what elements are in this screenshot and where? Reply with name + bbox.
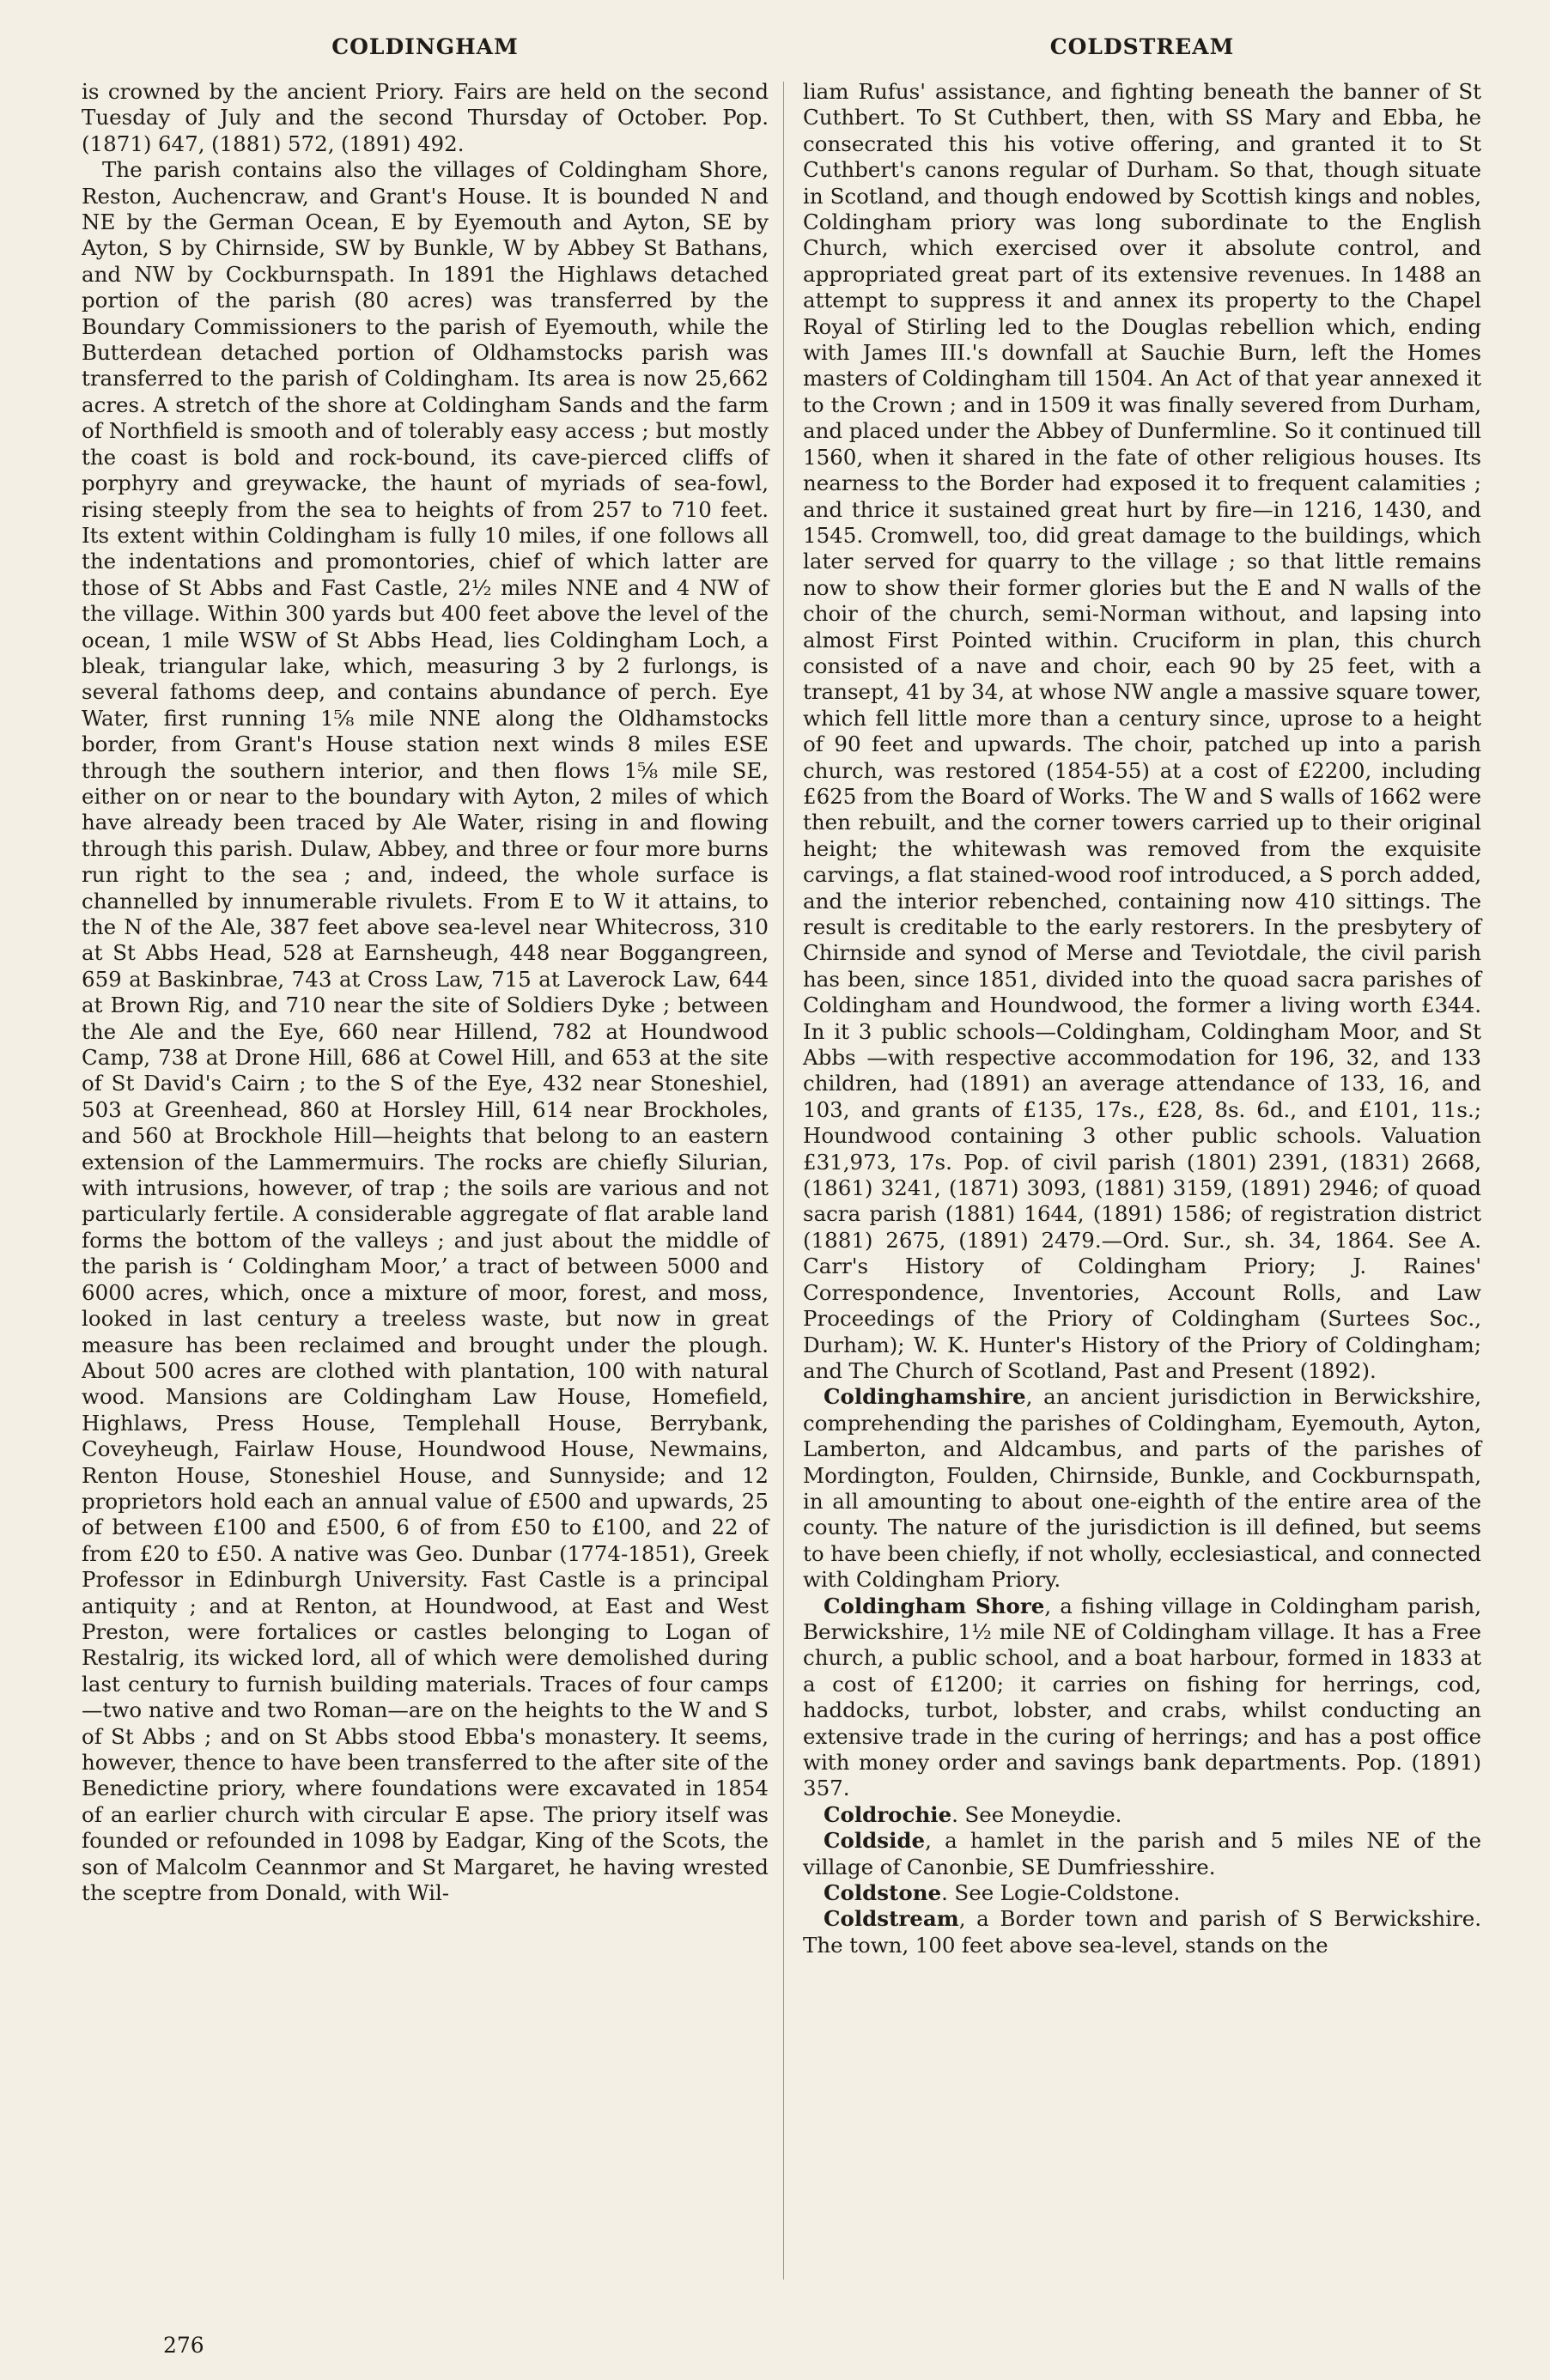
headword: Coldstream [824, 1906, 959, 1932]
paragraph: liam Rufus' assistance, and fighting beneath the banner of St Cuthbert. To St Cuthbert, then, with SS Mary and Ebba, he consecrated this his votive offering, and granted it to St Cuthbert's canons regular of Durham. So that, though situate in Scotland, and though endowed by Scottish kings and nobles, Coldingham priory was long subordinate to the English Church, which exercised over it absolute control, and appropriated great part of its extensive revenues. In 1488 an attempt to suppress it and annex its property to the Chapel Royal of Stirling led to the Douglas rebellion which, ending with James III.'s downfall at Sauchie Burn, left the Homes masters of Coldingham till 1504. An Act of that year annexed it to the Crown ; and in 1509 it was finally severed from Durham, and placed under the Abbey of Dunfermline. So it continued till 1560, when it shared in the fate of other religious houses. Its nearness to the Border had exposed it to frequent calamities ; and thrice it sustained great hurt by fire—in 1216, 1430, and 1545. Cromwell, too, did great damage to the buildings, which later served for quarry to the village ; so that little remains now to show their former glories but the E and N walls of the choir of the church, semi-Norman without, and lapsing into almost First Pointed within. Cruciform in plan, this church consisted of a nave and choir, each 90 by 25 feet, with a transept, 41 by 34, at whose NW angle a massive square tower, which fell little more than a century since, uprose to a height of 90 feet and upwards. The choir, patched up into a parish church, was restored (1854-55) at a cost of £2200, including £625 from the Board of Works. The W and S walls of 1662 were then rebuilt, and the corner towers carried up to their original height; the whitewash was removed from the exquisite carvings, a flat stained-wood roof introduced, a S porch added, and the interior rebenched, containing now 410 sittings. The result is creditable to the early restorers. In the presbytery of Chirnside and synod of Merse and Teviotdale, the civil parish has been, since 1851, divided into the quoad sacra parishes of Coldingham and Houndwood, the former a living worth £344. In it 3 public schools—Coldingham, Coldingham Moor, and St Abbs —with respective accommodation for 196, 32, and 133 children, had (1891) an average attendance of 133, 16, and 103, and grants of £135, 17s., £28, 8s. 6d., and £101, 11s.; Houndwood containing 3 other public schools. Valuation £31,973, 17s. Pop. of civil parish (1801) 2391, (1831) 2668, (1861) 3241, (1871) 3093, (1881) 3159, (1891) 2946; of quoad sacra parish (1881) 1644, (1891) 1586; of registration district (1881) 2675, (1891) 2479.—Ord. Sur., sh. 34, 1864. See A. Carr's History of Coldingham Priory; J. Raines' Correspondence, Inventories, Account Rolls, and Law Proceedings of the Priory of Coldingham (Surtees Soc., Durham); W. K. Hunter's History of the Priory of Coldingham; and The Church of Scotland, Past and Present (1892). [803, 79, 1481, 1383]
left-column [82, 79, 769, 1906]
headword: Coldrochie [824, 1801, 952, 1827]
right-column [803, 79, 1481, 1958]
headword: Coldingham Shore [824, 1593, 1045, 1618]
headword: Coldinghamshire [824, 1384, 1026, 1410]
entry-coldinghamshire: Coldinghamshire, an ancient jurisdiction in Berwickshire, comprehending the parishes of Coldingham, Eyemouth, Ayton, Lamberton, and Aldcambus, and parts of the parishes of Mordington, Foulden, Chirnside, Bunkle, and Cockburnspath, in all amounting to about one-eighth of the entire area of the county. The nature of the jurisdiction is ill defined, but seems to have been chiefly, if not wholly, ecclesiastical, and connected with Coldingham Priory. [803, 1384, 1481, 1593]
column-rule [783, 82, 784, 2280]
entry-coldingham-shore: Coldingham Shore, a fishing village in Coldingham parish, Berwickshire, 1½ mile NE of Coldingham village. It has a Free church, a public school, and a boat harbour, formed in 1833 at a cost of £1200; it carries on fishing for herrings, cod, haddocks, turbot, lobster, and crabs, whilst conducting an extensive trade in the curing of herrings; and has a post office with money order and savings bank departments. Pop. (1891) 357. [803, 1593, 1481, 1801]
entry-coldrochie: Coldrochie. See Moneydie. [824, 1801, 1122, 1827]
running-head-right: COLDSTREAM [1049, 34, 1235, 59]
running-head-left: COLDINGHAM [331, 34, 519, 59]
page-number: 276 [163, 2333, 204, 2358]
entry-coldstone: Coldstone. See Logie-Coldstone. [824, 1880, 1181, 1906]
entry-coldside: Coldside, a hamlet in the parish and 5 miles NE of the village of Canonbie, SE Dumfriesshire. [803, 1828, 1481, 1879]
paragraph: is crowned by the ancient Priory. Fairs are held on the second Tuesday of July and the second Thursday of October. Pop. (1871) 647, (1881) 572, (1891) 492. [82, 79, 769, 156]
paragraph: The parish contains also the villages of Coldingham Shore, Reston, Auchencraw, and Grant's House. It is bounded N and NE by the German Ocean, E by Eyemouth and Ayton, SE by Ayton, S by Chirnside, SW by Bunkle, W by Abbey St Bathans, and NW by Cockburnspath. In 1891 the Highlaws detached portion of the parish (80 acres) was transferred by the Boundary Commissioners to the parish of Eyemouth, while the Butterdean detached portion of Oldhamstocks parish was transferred to the parish of Coldingham. Its area is now 25,662 acres. A stretch of the shore at Coldingham Sands and the farm of Northfield is smooth and of tolerably easy access ; but mostly the coast is bold and rock-bound, its cave-pierced cliffs of porphyry and greywacke, the haunt of myriads of sea-fowl, rising steeply from the sea to heights of from 257 to 710 feet. Its extent within Coldingham is fully 10 miles, if one follows all the indentations and promontories, chief of which latter are those of St Abbs and Fast Castle, 2½ miles NNE and 4 NW of the village. Within 300 yards but 400 feet above the level of the ocean, 1 mile WSW of St Abbs Head, lies Coldingham Loch, a bleak, triangular lake, which, measuring 3 by 2 furlongs, is several fathoms deep, and contains abundance of perch. Eye Water, first running 1⅝ mile NNE along the Oldhamstocks border, from Grant's House station next winds 8 miles ESE through the southern interior, and then flows 1⅝ mile SE, either on or near to the boundary with Ayton, 2 miles of which have already been traced by Ale Water, rising in and flowing through this parish. Dulaw, Abbey, and three or four more burns run right to the sea ; and, indeed, the whole surface is channelled by innumerable rivulets. From E to W it attains, to the N of the Ale, 387 feet above sea-level near Whitecross, 310 at St Abbs Head, 528 at Earnsheugh, 448 near Boggangreen, 659 at Baskinbrae, 743 at Cross Law, 715 at Laverock Law, 644 at Brown Rig, and 710 near the site of Soldiers Dyke ; between the Ale and the Eye, 660 near Hillend, 782 at Houndwood Camp, 738 at Drone Hill, 686 at Cowel Hill, and 653 at the site of St David's Cairn ; to the S of the Eye, 432 near Stoneshiel, 503 at Greenhead, 860 at Horsley Hill, 614 near Brockholes, and 560 at Brockhole Hill—heights that belong to an eastern extension of the Lammermuirs. The rocks are chiefly Silurian, with intrusions, however, of trap ; the soils are various and not particularly fertile. A considerable aggregate of flat arable land forms the bottom of the valleys ; and just about the middle of the parish is ‘ Coldingham Moor,’ a tract of between 5000 and 6000 acres, which, once a mixture of moor, forest, and moss, looked in last century a treeless waste, but now in great measure has been reclaimed and brought under the plough. About 500 acres are clothed with plantation, 100 with natural wood. Mansions are Coldingham Law House, Homefield, Highlaws, Press House, Templehall House, Berrybank, Coveyheugh, Fairlaw House, Houndwood House, Newmains, Renton House, Stoneshiel House, and Sunnyside; and 12 proprietors hold each an annual value of £500 and upwards, 25 of between £100 and £500, 6 of from £50 to £100, and 22 of from £20 to £50. A native was Geo. Dunbar (1774-1851), Greek Professor in Edinburgh University. Fast Castle is a principal antiquity ; and at Renton, at Houndwood, at East and West Preston, were fortalices or castles belonging to Logan of Restalrig, its wicked lord, all of which were demolished during last century to furnish building materials. Traces of four camps—two native and two Roman—are on the heights to the W and S of St Abbs ; and on St Abbs stood Ebba's monastery. It seems, however, thence to have been transferred to the after site of the Benedictine priory, where foundations were excavated in 1854 of an earlier church with circular E apse. The priory itself was founded or refounded in 1098 by Eadgar, King of the Scots, the son of Malcolm Ceannmor and St Margaret, he having wrested the sceptre from Donald, with Wil- [82, 157, 769, 1906]
entry-coldstream: Coldstream, a Border town and parish of S Berwickshire. The town, 100 feet above sea-level, stands on the [803, 1906, 1481, 1958]
headword: Coldstone [824, 1880, 942, 1906]
headword: Coldside [824, 1828, 926, 1854]
